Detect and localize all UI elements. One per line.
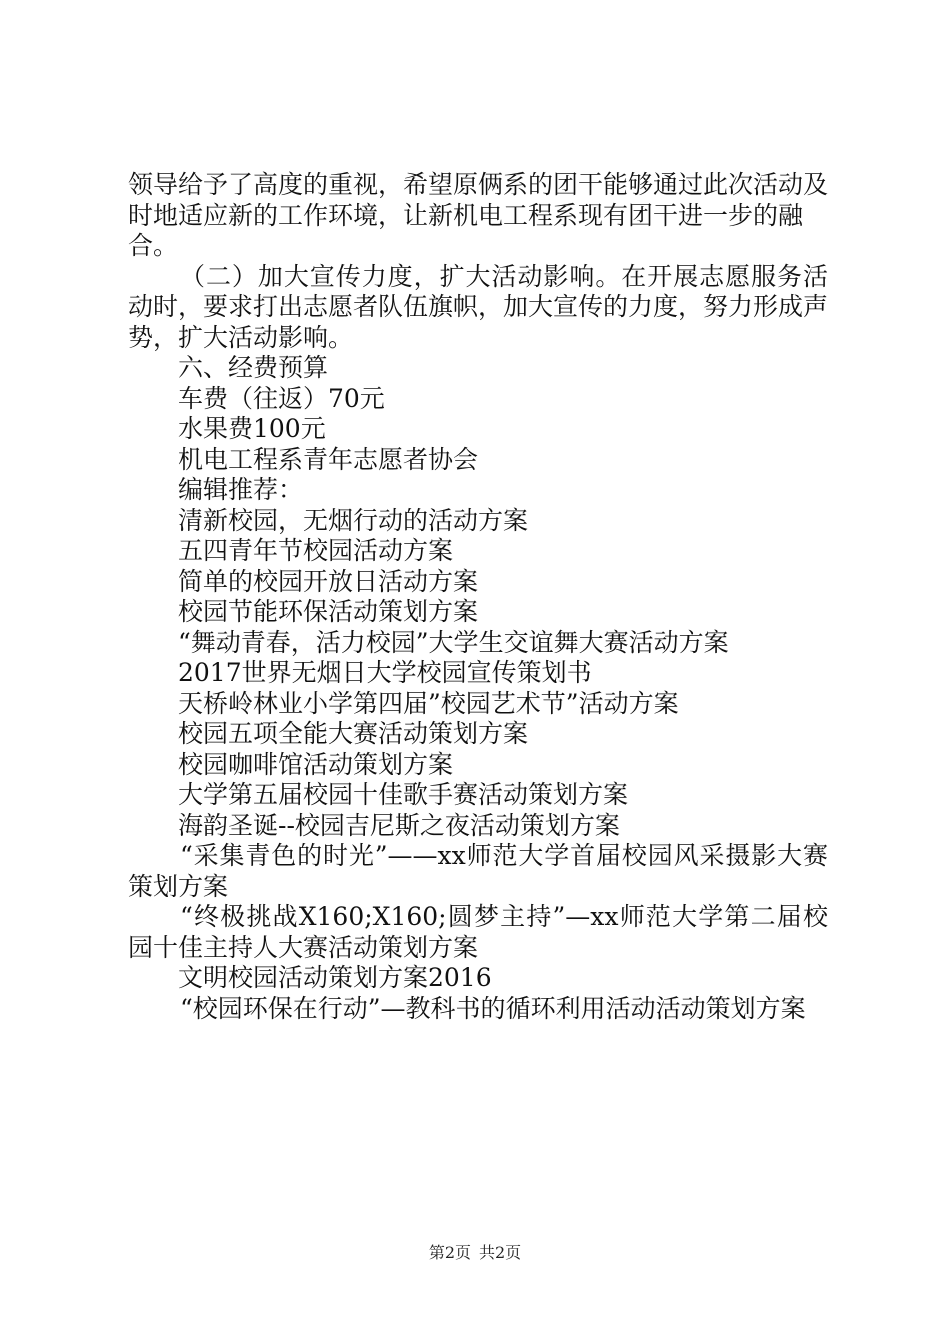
paragraph-continuation: 领导给予了高度的重视，希望原俩系的团干能够通过此次活动及时地适应新的工作环境，让新机电工程系现有团干进一步的融合。 [128, 170, 829, 260]
recommendation-textbook-recycling[interactable]: “校园环保在行动”—教科书的循环利用活动活动策划方案 [180, 993, 806, 1023]
page-footer [0, 1243, 950, 1263]
recommend-heading: 编辑推荐： [178, 475, 304, 504]
recommendation-item[interactable]: 简单的校园开放日活动方案 [178, 566, 479, 596]
recommendation-item[interactable]: 校园五项全能大赛活动策划方案 [178, 719, 529, 748]
recommendation-item[interactable]: 校园节能环保活动策划方案 [178, 597, 479, 626]
recommendation-civil-campus[interactable]: 文明校园活动策划方案2016 [178, 963, 492, 992]
budget-heading: 六、经费预算 [178, 353, 329, 382]
recommendation-item[interactable]: 海韵圣诞--校园吉尼斯之夜活动策划方案 [178, 810, 620, 840]
recommendation-photo-contest[interactable]: “采集青色的时光”——xx师范大学首届校园风采摄影大赛策划方案 [128, 841, 828, 901]
paragraph-publicity: （二）加大宣传力度，扩大活动影响。在开展志愿服务活动时，要求打出志愿者队伍旗帜，加大宣传的力度，努力形成声势，扩大活动影响。 [128, 261, 829, 352]
recommendation-host-contest[interactable]: “终极挑战X160;X160;圆梦主持”—xx师范大学第二届校园十佳主持人大赛活动策划方案 [128, 902, 828, 962]
recommendation-item[interactable]: “舞动青春，活力校园”大学生交谊舞大赛活动方案 [178, 627, 729, 657]
page-total: 共2页 [479, 1243, 522, 1262]
budget-item-transport: 车费（往返）70元 [178, 383, 385, 413]
recommendation-item[interactable]: 清新校园，无烟行动的活动方案 [178, 505, 529, 535]
page-number: 第2页 [428, 1243, 471, 1262]
recommendation-item[interactable]: 天桥岭林业小学第四届”校园艺术节”活动方案 [178, 688, 679, 718]
recommendation-item[interactable]: 2017世界无烟日大学校园宣传策划书 [178, 658, 592, 687]
organizer: 机电工程系青年志愿者协会 [178, 444, 479, 474]
recommendation-item[interactable]: 校园咖啡馆活动策划方案 [178, 749, 454, 779]
budget-item-fruit: 水果费100元 [178, 414, 326, 443]
recommendation-item[interactable]: 五四青年节校园活动方案 [178, 536, 454, 565]
document-body [128, 170, 828, 1024]
recommendation-item[interactable]: 大学第五届校园十佳歌手赛活动策划方案 [178, 780, 629, 809]
